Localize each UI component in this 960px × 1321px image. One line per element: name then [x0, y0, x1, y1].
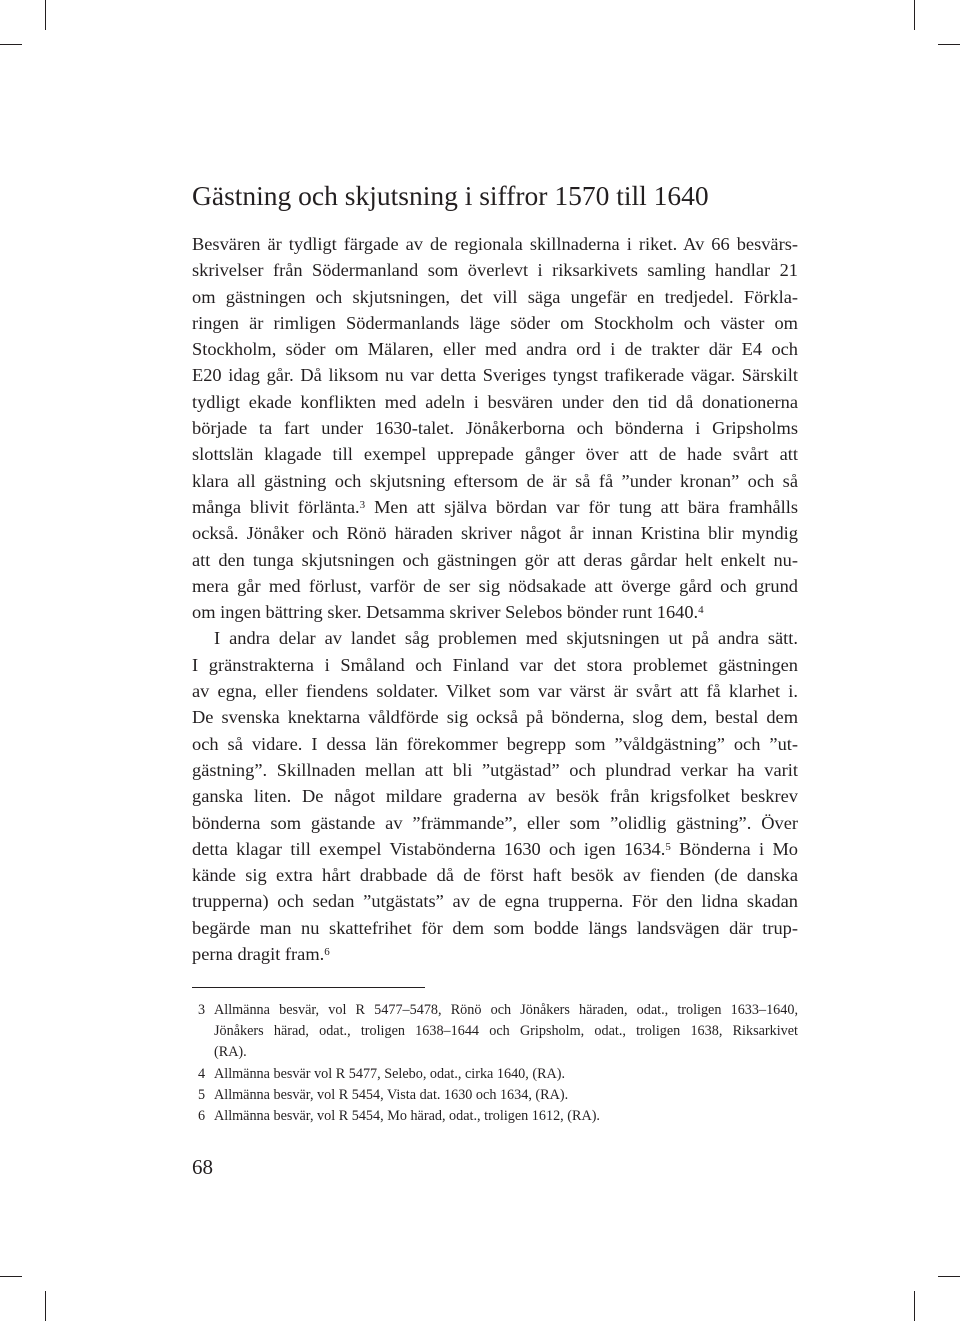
text-line: perna dragit fram.$^6$: [192, 944, 330, 965]
crop-mark-bottom-left: [45, 1291, 46, 1321]
text-line: många blivit förlänta.$^3$ Men att själva bördan var för tung att bära framhålls: [192, 496, 799, 517]
text-line: av egna, eller fiendens soldater. Vilket som var värst är svårt att få klarhet i.: [192, 681, 798, 702]
text-line: detta klagar till exempel Vistabönderna 1630 och igen 1634.$^5$ Bönderna i Mo: [192, 838, 798, 859]
text-line: också. Jönåker och Rönö häraden skriver något år innan Kristina blir myndig: [192, 523, 798, 544]
footnote-line: Jönåkers härad, odat., troligen 1638–1644 och Gripsholm, odat., troligen 1638, Riksarkivet: [214, 1023, 798, 1040]
footnote-separator: [192, 987, 425, 988]
body-text: [192, 231, 798, 967]
crop-mark-left-bottom: [0, 1276, 22, 1277]
footnote-line: (RA).: [214, 1044, 247, 1061]
text-line: Stockholm, söder om Mälaren, eller med andra ord i de trakter där E4 och: [192, 339, 798, 360]
text-line: och så vidare. I dessa län förekommer begrepp som ”våldgästning” och ”ut-: [192, 733, 798, 754]
text-line: skrivelser från Södermanland som överlevt i riksarkivets samling handlar 21: [192, 260, 798, 281]
footnote: [192, 1106, 798, 1127]
text-line: begärde man nu skattefrihet för dem som bodde längs landsvägen där trup-: [192, 917, 798, 938]
footnote-number: 6: [198, 1108, 206, 1125]
chapter-title: Gästning och skjutsning i siffror 1570 till 1640: [192, 180, 709, 211]
crop-mark-bottom-right: [914, 1291, 915, 1321]
footnote-number: 5: [198, 1086, 206, 1103]
footnote-number: 3: [198, 1002, 206, 1018]
text-line: att den tunga skjutsningen och gästningen gör att deras gårdar helt enkelt nu-: [192, 549, 798, 570]
crop-mark-right-top: [938, 44, 960, 45]
text-line: I andra delar av landet såg problemen med skjutsningen ut på andra sätt.: [214, 628, 798, 649]
text-line: började ta fart under 1630-talet. Jönåkerborna och bönderna i Gripsholms: [192, 418, 798, 439]
footnote-reference[interactable]: 3: [359, 499, 366, 512]
page-number: 68: [192, 1155, 213, 1179]
text-line: om gästningen och skjutsningen, det vill säga ungefär en tredjedel. Förkla-: [192, 286, 798, 307]
text-line: bönderna som gästande av ”främmande”, eller som ”olidlig gästning”. Över: [192, 812, 798, 833]
footnote: [192, 1085, 798, 1106]
footnote-line: Allmänna besvär, vol R 5454, Mo härad, odat., troligen 1612, (RA).: [214, 1108, 600, 1125]
text-line: kände sig extra hårt drabbade då de först haft besök av fienden (de danska: [192, 865, 798, 886]
text-line: tydligt ekade konflikten med adeln i besvären under den tid då donationerna: [192, 391, 798, 412]
text-line: mera går med förlust, varför de ser sig nödsakade att överge gård och grund: [192, 575, 798, 596]
text-line: om ingen bättring sker. Detsamma skriver Selebos bönder runt 1640.$^4$: [192, 602, 704, 623]
text-line: ganska liten. De något mildare graderna av besök från krigsfolket beskrev: [192, 786, 798, 807]
text-line: ringen är rimligen Södermanlands läge söder om Stockholm och väster om: [192, 312, 798, 333]
footnote-line: Allmänna besvär, vol R 5454, Vista dat. 1630 och 1634, (RA).: [214, 1086, 569, 1103]
text-line: gästning”. Skillnaden mellan att bli ”utgästad” och plundrad verkar ha varit: [192, 759, 798, 780]
footnote-line: Allmänna besvär, vol R 5477–5478, Rönö och Jönåkers häraden, odat., troligen 1633–1640,: [214, 1002, 798, 1018]
text-line: De svenska knektarna våldförde sig också på bönderna, slog dem, bestal dem: [192, 707, 798, 728]
footnote: [192, 1064, 798, 1085]
footnote-line: Allmänna besvär vol R 5477, Selebo, odat., cirka 1640, (RA).: [214, 1065, 566, 1082]
crop-mark-top-left: [45, 0, 46, 30]
footnote-reference[interactable]: 6: [324, 946, 330, 959]
footnote: [192, 1000, 798, 1064]
text-line: trupperna) och sedan ”utgästats” av de egna trupperna. För den lidna skadan: [192, 891, 798, 912]
text-line: E20 idag går. Då liksom nu var detta Sveriges tyngst trafikerade vägar. Särskilt: [192, 365, 798, 386]
text-line: I gränstrakterna i Småland och Finland var det stora problemet gästningen: [192, 654, 798, 675]
text-line: klara all gästning och skjutsning eftersom de är så få ”under kronan” och så: [192, 470, 798, 491]
paragraph: [192, 231, 798, 625]
footnote-number: 4: [198, 1065, 206, 1082]
text-line: slottslän klagade till exempel upprepade gånger över att de hade svårt att: [192, 444, 798, 465]
footnote-reference[interactable]: 4: [698, 604, 704, 617]
text-line: Besvären är tydligt färgade av de regionala skillnaderna i riket. Av 66 besvärs-: [192, 234, 798, 254]
crop-mark-left-top: [0, 44, 22, 45]
footnotes: [192, 1000, 798, 1127]
footnote-reference[interactable]: 5: [665, 840, 671, 853]
crop-mark-top-right: [914, 0, 915, 30]
paragraph: [192, 625, 798, 967]
crop-mark-right-bottom: [938, 1276, 960, 1277]
